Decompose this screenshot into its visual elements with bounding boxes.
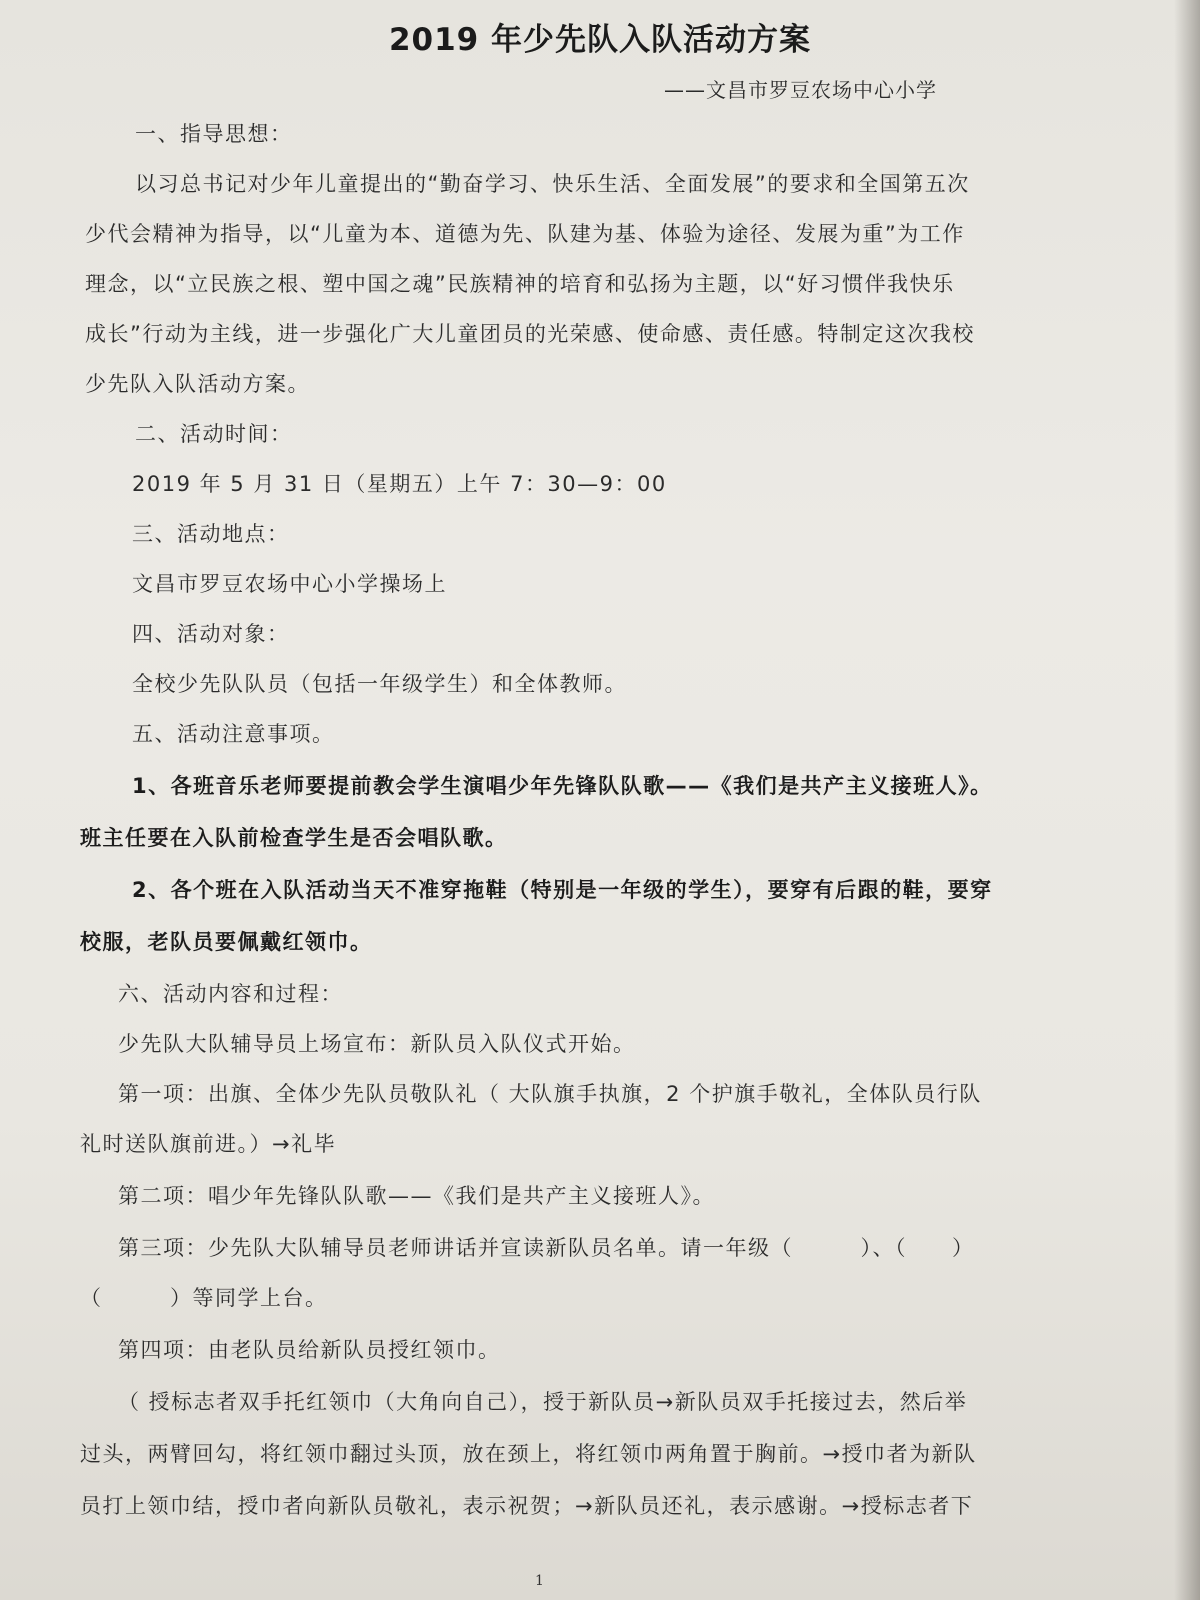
notice-item-1: 1、各班音乐老师要提前教会学生演唱少年先锋队队歌——《我们是共产主义接班人》。 bbox=[132, 774, 993, 798]
section-heading-5: 五、活动注意事项。 bbox=[132, 722, 335, 746]
notice-item-2-cont: 校服，老队员要佩戴红领巾。 bbox=[80, 930, 373, 954]
activity-participants: 全校少先队队员（包括一年级学生）和全体教师。 bbox=[132, 672, 627, 696]
paragraph-line: 少先队入队活动方案。 bbox=[85, 372, 310, 396]
notice-item-2: 2、各个班在入队活动当天不准穿拖鞋（特别是一年级的学生），要穿有后跟的鞋，要穿 bbox=[132, 878, 993, 902]
paragraph-line: 少先队大队辅导员上场宣布：新队员入队仪式开始。 bbox=[118, 1032, 636, 1056]
step-3: 第三项：少先队大队辅导员老师讲话并宣读新队员名单。请一年级（ ）、（ ） bbox=[118, 1236, 975, 1260]
paragraph-line: 理念，以“立民族之根、塑中国之魂”民族精神的培育和弘扬为主题，以“好习惯伴我快乐 bbox=[85, 272, 955, 296]
activity-time: 2019 年 5 月 31 日（星期五）上午 7：30—9：00 bbox=[132, 472, 667, 496]
step-4-detail-cont: 员打上领巾结，授巾者向新队员敬礼，表示祝贺；→新队员还礼，表示感谢。→授标志者下 bbox=[80, 1494, 974, 1518]
section-heading-6: 六、活动内容和过程： bbox=[118, 982, 343, 1006]
document-title: 2019 年少先队入队活动方案 bbox=[388, 22, 812, 58]
step-4: 第四项：由老队员给新队员授红领巾。 bbox=[118, 1338, 501, 1362]
section-heading-2: 二、活动时间： bbox=[135, 422, 293, 446]
paragraph-line: 少代会精神为指导，以“儿童为本、道德为先、队建为基、体验为途径、发展为重”为工作 bbox=[85, 222, 965, 246]
activity-location: 文昌市罗豆农场中心小学操场上 bbox=[132, 572, 447, 596]
step-2: 第二项：唱少年先锋队队歌——《我们是共产主义接班人》。 bbox=[118, 1184, 715, 1208]
section-heading-3: 三、活动地点： bbox=[132, 522, 290, 546]
step-4-detail-cont: 过头，两臂回勾，将红领巾翻过头顶，放在颈上，将红领巾两角置于胸前。→授巾者为新队 bbox=[80, 1442, 977, 1466]
section-heading-4: 四、活动对象： bbox=[132, 622, 290, 646]
paragraph-line: 成长”行动为主线，进一步强化广大儿童团员的光荣感、使命感、责任感。特制定这次我校 bbox=[85, 322, 975, 346]
step-3-cont: （ ）等同学上台。 bbox=[80, 1286, 328, 1310]
notice-item-1-cont: 班主任要在入队前检查学生是否会唱队歌。 bbox=[80, 826, 508, 850]
paragraph-line: 以习总书记对少年儿童提出的“勤奋学习、快乐生活、全面发展”的要求和全国第五次 bbox=[135, 172, 970, 196]
section-heading-1: 一、指导思想： bbox=[135, 122, 293, 146]
step-1-cont: 礼时送队旗前进。）→礼毕 bbox=[80, 1132, 337, 1156]
document-author: ——文昌市罗豆农场中心小学 bbox=[664, 78, 937, 102]
step-4-detail: （ 授标志者双手托红领巾（大角向自己），授于新队员→新队员双手托接过去，然后举 bbox=[118, 1390, 968, 1414]
step-1: 第一项：出旗、全体少先队员敬队礼（ 大队旗手执旗，2 个护旗手敬礼，全体队员行队 bbox=[118, 1082, 982, 1106]
page-number: 1 bbox=[535, 1573, 544, 1589]
